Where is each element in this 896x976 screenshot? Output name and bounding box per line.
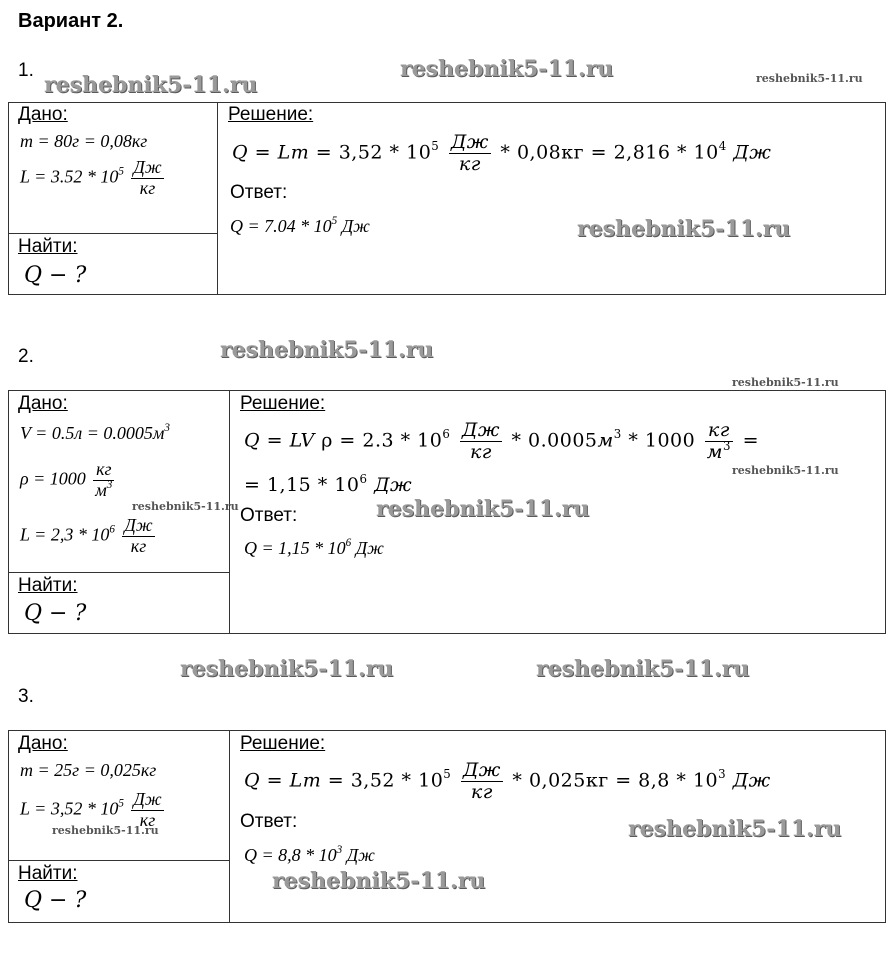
watermark-logo: reshebnik5-11.ru — [376, 496, 590, 522]
problem-3-number: 3. — [18, 686, 34, 707]
problem-3-find-value: Q − ? — [24, 888, 87, 913]
problem-3-find-label: Найти: — [18, 863, 78, 884]
problem-3-answer: $Q = 8,8 * 10^3$ Дж — [244, 844, 375, 865]
problem-3-solution-formula: $Q = Lm = 3,52 * 10^5$ $\frac{Дж}{кг}$ * $0,025кг = 8,8 * 10^3$ Дж — [244, 759, 771, 803]
problem-3-given-heat: $L = 3,52 * 10^5$ $\frac{Дж}{кг}$ — [20, 789, 162, 830]
watermark-logo: reshebnik5-11.ru — [732, 376, 839, 389]
problem-2-given-label: Дано: — [18, 393, 68, 414]
problem-2-answer: $Q = 1,15 * 10^6$ Дж — [244, 537, 384, 558]
problem-2-given-volume: $V = 0.5л = 0.0005м^3$ — [20, 422, 170, 443]
problem-2-find-label: Найти: — [18, 575, 78, 596]
problem-2-solution-formula: Q = LV $\rho = 2.3 * 10^6$ $\frac{Дж}{кг}$ * $0.0005м^3 * 1000$ $\frac{кг}{м^3}$ = — [244, 419, 759, 463]
watermark-logo: reshebnik5-11.ru — [732, 464, 839, 477]
problem-1-given-divider — [8, 233, 217, 234]
problem-2-given-density: ρ = 1000 $\frac{кг}{м^3}$ — [20, 459, 113, 500]
watermark-logo: reshebnik5-11.ru — [44, 72, 258, 98]
problem-1-find-value: Q − ? — [24, 263, 87, 288]
problem-1-find-label: Найти: — [18, 236, 78, 257]
problem-3-given-label: Дано: — [18, 733, 68, 754]
problem-3-given-mass: m = 25г = 0,025кг — [20, 760, 157, 780]
watermark-logo: reshebnik5-11.ru — [577, 216, 791, 242]
problem-1-answer-label: Ответ: — [230, 182, 288, 203]
watermark-logo: reshebnik5-11.ru — [400, 56, 614, 82]
watermark-logo: reshebnik5-11.ru — [132, 500, 239, 513]
watermark-logo: reshebnik5-11.ru — [756, 72, 863, 85]
problem-1-solution-formula: $Q = Lm = 3,52 * 10^5$ $\frac{Дж}{кг}$ * $0,08кг = 2,816 * 10^4$ Дж — [232, 131, 772, 175]
watermark-logo: reshebnik5-11.ru — [52, 824, 159, 837]
watermark-logo: reshebnik5-11.ru — [220, 337, 434, 363]
problem-1-answer: $Q = 7.04 * 10^5$ Дж — [230, 215, 370, 236]
problem-1-number: 1. — [18, 60, 34, 81]
problem-3-divider — [229, 730, 230, 923]
problem-3-given-divider — [8, 860, 229, 861]
problem-1-given-label: Дано: — [18, 104, 68, 125]
watermark-logo: reshebnik5-11.ru — [536, 656, 750, 682]
problem-1-solution-label: Решение: — [228, 104, 314, 125]
problem-2-solution-result: = $1,15 * 10^6$ Дж — [244, 471, 413, 496]
problem-1-given-mass: m = 80г = 0,08кг — [20, 131, 148, 151]
problem-2-given-heat: $L = 2,3 * 10^6$ $\frac{Дж}{кг}$ — [20, 515, 153, 556]
page-title: Вариант 2. — [18, 10, 124, 32]
problem-1-divider — [217, 102, 218, 295]
watermark-logo: reshebnik5-11.ru — [272, 868, 486, 894]
watermark-logo: reshebnik5-11.ru — [180, 656, 394, 682]
problem-2-number: 2. — [18, 346, 34, 367]
problem-1-given-heat: $L = 3.52 * 10^5$ $\frac{Дж}{кг}$ — [20, 157, 162, 198]
problem-2-given-divider — [8, 572, 229, 573]
problem-3-solution-label: Решение: — [240, 733, 326, 754]
problem-2-answer-label: Ответ: — [240, 505, 298, 526]
watermark-logo: reshebnik5-11.ru — [628, 816, 842, 842]
problem-2-solution-label: Решение: — [240, 393, 326, 414]
problem-2-find-value: Q − ? — [24, 601, 87, 626]
problem-3-answer-label: Ответ: — [240, 811, 298, 832]
